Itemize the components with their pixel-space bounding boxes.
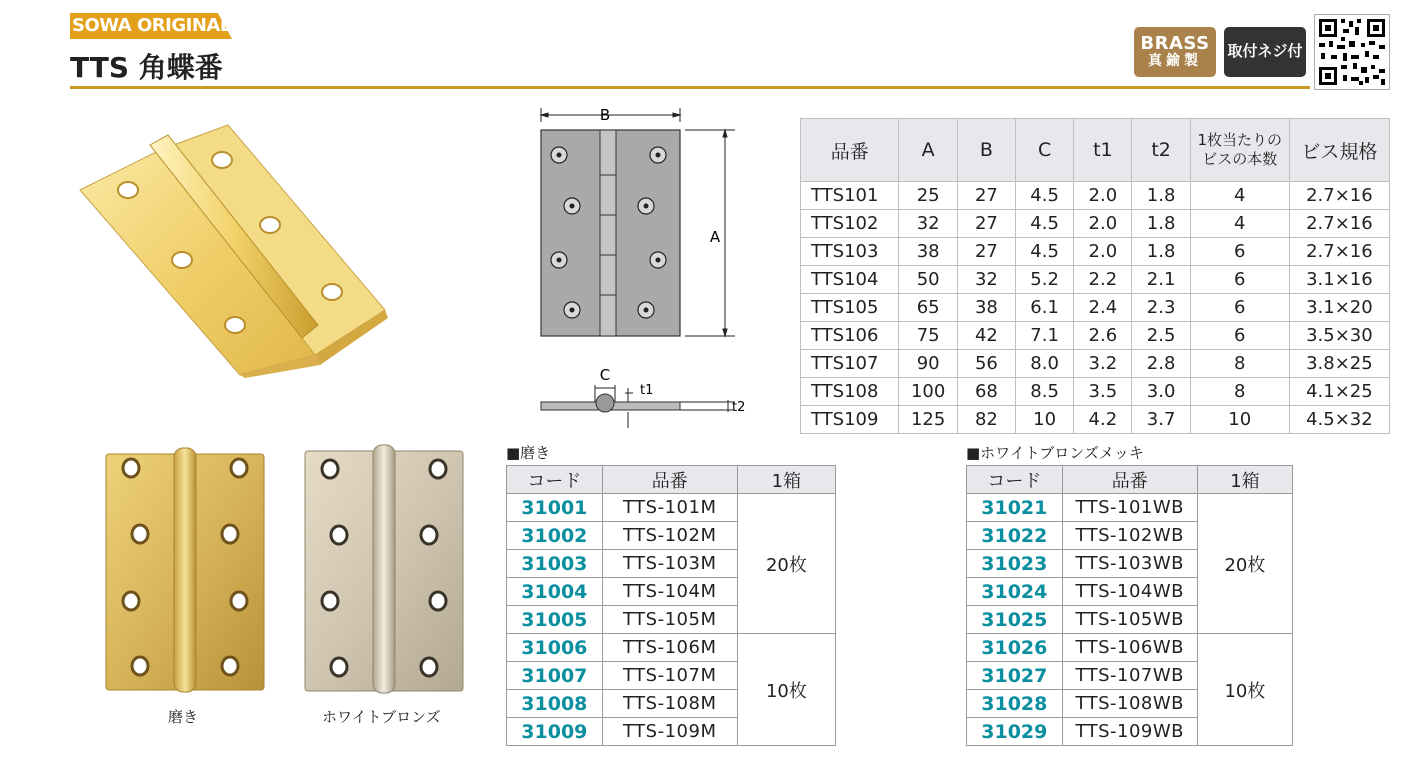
spec-cell: 2.4 (1074, 294, 1132, 322)
spec-cell: 3.5×30 (1289, 322, 1389, 350)
spec-cell: 4.5 (1015, 210, 1073, 238)
spec-cell: 3.1×20 (1289, 294, 1389, 322)
product-number: TTS-107WB (1062, 662, 1197, 690)
code-row (967, 634, 1293, 662)
spec-row (801, 238, 1390, 266)
spec-cell: 8.5 (1015, 378, 1073, 406)
spec-header-a: A (899, 119, 957, 182)
product-number: TTS-108WB (1062, 690, 1197, 718)
product-code: 31008 (507, 690, 603, 718)
dim-label-a: A (709, 228, 721, 246)
spec-cell: 6.1 (1015, 294, 1073, 322)
spec-cell: 25 (899, 182, 957, 210)
spec-cell: 10 (1015, 406, 1073, 434)
product-code: 31029 (967, 718, 1063, 746)
hinge-photo-polished (104, 446, 266, 694)
spec-cell: 75 (899, 322, 957, 350)
page-title: TTS 角蝶番 (70, 51, 223, 84)
spec-cell: 2.3 (1132, 294, 1190, 322)
spec-cell: 2.7×16 (1289, 238, 1389, 266)
spec-cell: 6 (1190, 266, 1289, 294)
spec-cell: 2.5 (1132, 322, 1190, 350)
box-quantity: 10枚 (1197, 634, 1292, 746)
product-number: TTS-105WB (1062, 606, 1197, 634)
hinge-photo-white-bronze (303, 443, 465, 695)
white-bronze-header-code: コード (967, 466, 1063, 494)
product-code: 31026 (967, 634, 1063, 662)
spec-cell: 2.1 (1132, 266, 1190, 294)
product-code: 31021 (967, 494, 1063, 522)
spec-cell: 2.0 (1074, 238, 1132, 266)
product-number: TTS-104M (602, 578, 737, 606)
spec-cell: 3.8×25 (1289, 350, 1389, 378)
product-number: TTS-101M (602, 494, 737, 522)
polished-header-row (507, 466, 836, 494)
spec-cell: TTS105 (801, 294, 899, 322)
product-number: TTS-106WB (1062, 634, 1197, 662)
white-bronze-header-qty: 1箱 (1197, 466, 1292, 494)
product-number: TTS-107M (602, 662, 737, 690)
spec-cell: 125 (899, 406, 957, 434)
brass-badge (1134, 27, 1216, 77)
spec-cell: 27 (957, 210, 1015, 238)
product-number: TTS-103WB (1062, 550, 1197, 578)
white-bronze-header-row (967, 466, 1293, 494)
spec-cell: 50 (899, 266, 957, 294)
spec-cell: 10 (1190, 406, 1289, 434)
spec-cell: TTS108 (801, 378, 899, 406)
dim-label-t2: t2 (732, 400, 746, 415)
spec-header-screw-spec: ビス規格 (1289, 119, 1389, 182)
product-number: TTS-105M (602, 606, 737, 634)
product-code: 31007 (507, 662, 603, 690)
product-code: 31023 (967, 550, 1063, 578)
spec-cell: 2.2 (1074, 266, 1132, 294)
spec-cell: 3.0 (1132, 378, 1190, 406)
product-number: TTS-108M (602, 690, 737, 718)
product-number: TTS-106M (602, 634, 737, 662)
product-number: TTS-109M (602, 718, 737, 746)
dim-label-b: B (599, 106, 611, 124)
spec-cell: 4 (1190, 210, 1289, 238)
spec-cell: 4.5×32 (1289, 406, 1389, 434)
spec-header-pn: 品番 (801, 119, 899, 182)
product-code: 31003 (507, 550, 603, 578)
spec-cell: 65 (899, 294, 957, 322)
white-bronze-section-label: ■ホワイトブロンズメッキ (966, 444, 1144, 462)
spec-cell: TTS103 (801, 238, 899, 266)
spec-cell: 2.7×16 (1289, 182, 1389, 210)
spec-header-screw-count: 1枚当たりの ビスの本数 (1190, 119, 1289, 182)
box-quantity: 20枚 (737, 494, 835, 634)
screw-included-badge: 取付ネジ付 (1224, 27, 1306, 77)
white-bronze-code-table (966, 465, 1293, 746)
spec-cell: 5.2 (1015, 266, 1073, 294)
spec-cell: 3.2 (1074, 350, 1132, 378)
spec-row (801, 406, 1390, 434)
spec-cell: 42 (957, 322, 1015, 350)
spec-row (801, 322, 1390, 350)
hinge-dimension-diagram (530, 100, 760, 430)
polished-header-code: コード (507, 466, 603, 494)
product-code: 31006 (507, 634, 603, 662)
polished-body (507, 494, 836, 746)
white-bronze-body (967, 494, 1293, 746)
spec-table (800, 118, 1390, 434)
spec-cell: 1.8 (1132, 210, 1190, 238)
spec-cell: 90 (899, 350, 957, 378)
caption-white-bronze: ホワイトブロンズ (322, 708, 441, 726)
spec-cell: 3.5 (1074, 378, 1132, 406)
spec-cell: 6 (1190, 238, 1289, 266)
spec-header-c: C (1015, 119, 1073, 182)
polished-header-qty: 1箱 (737, 466, 835, 494)
spec-header-b: B (957, 119, 1015, 182)
spec-cell: 6 (1190, 294, 1289, 322)
product-code: 31005 (507, 606, 603, 634)
product-code: 31001 (507, 494, 603, 522)
spec-row (801, 266, 1390, 294)
product-number: TTS-103M (602, 550, 737, 578)
code-row (507, 634, 836, 662)
box-quantity: 10枚 (737, 634, 835, 746)
spec-cell: 32 (899, 210, 957, 238)
product-number: TTS-102WB (1062, 522, 1197, 550)
box-quantity: 20枚 (1197, 494, 1292, 634)
dim-label-t1: t1 (640, 383, 654, 398)
spec-cell: 2.6 (1074, 322, 1132, 350)
brass-badge-top: BRASS (1140, 33, 1210, 55)
spec-cell: 3.7 (1132, 406, 1190, 434)
spec-cell: 38 (899, 238, 957, 266)
qr-code-icon[interactable] (1314, 14, 1390, 90)
spec-cell: 4.2 (1074, 406, 1132, 434)
spec-cell: 2.8 (1132, 350, 1190, 378)
product-code: 31027 (967, 662, 1063, 690)
product-number: TTS-109WB (1062, 718, 1197, 746)
polished-header-pn: 品番 (602, 466, 737, 494)
title-divider (70, 86, 1310, 89)
spec-cell: 68 (957, 378, 1015, 406)
spec-cell: 38 (957, 294, 1015, 322)
hinge-photo-angled (70, 120, 400, 380)
product-code: 31025 (967, 606, 1063, 634)
spec-cell: 4.1×25 (1289, 378, 1389, 406)
spec-header-t1: t1 (1074, 119, 1132, 182)
spec-row (801, 350, 1390, 378)
polished-code-table (506, 465, 836, 746)
spec-cell: TTS109 (801, 406, 899, 434)
caption-polished: 磨き (168, 708, 199, 726)
spec-cell: 82 (957, 406, 1015, 434)
code-row (967, 494, 1293, 522)
spec-cell: 1.8 (1132, 238, 1190, 266)
spec-header-row (801, 119, 1390, 182)
spec-row (801, 378, 1390, 406)
spec-cell: 2.0 (1074, 210, 1132, 238)
white-bronze-header-pn: 品番 (1062, 466, 1197, 494)
product-code: 31002 (507, 522, 603, 550)
product-code: 31022 (967, 522, 1063, 550)
spec-header-t2: t2 (1132, 119, 1190, 182)
polished-section-label: ■磨き (506, 444, 551, 462)
spec-row (801, 210, 1390, 238)
spec-cell: 8.0 (1015, 350, 1073, 378)
spec-cell: 100 (899, 378, 957, 406)
spec-cell: 2.0 (1074, 182, 1132, 210)
spec-cell: 2.7×16 (1289, 210, 1389, 238)
spec-body (801, 182, 1390, 434)
spec-row (801, 182, 1390, 210)
product-number: TTS-104WB (1062, 578, 1197, 606)
spec-cell: 8 (1190, 378, 1289, 406)
product-number: TTS-102M (602, 522, 737, 550)
spec-cell: 4.5 (1015, 238, 1073, 266)
spec-cell: 4.5 (1015, 182, 1073, 210)
spec-cell: 32 (957, 266, 1015, 294)
product-code: 31009 (507, 718, 603, 746)
code-row (507, 494, 836, 522)
spec-cell: TTS106 (801, 322, 899, 350)
product-code: 31024 (967, 578, 1063, 606)
spec-cell: TTS107 (801, 350, 899, 378)
spec-cell: 27 (957, 182, 1015, 210)
spec-cell: 56 (957, 350, 1015, 378)
spec-cell: 1.8 (1132, 182, 1190, 210)
brass-badge-bottom: 真鍮製 (1148, 53, 1202, 70)
spec-cell: TTS102 (801, 210, 899, 238)
product-code: 31004 (507, 578, 603, 606)
dim-label-c: C (599, 366, 611, 384)
brand-label: SOWA ORIGINAL (72, 15, 231, 36)
spec-cell: 6 (1190, 322, 1289, 350)
spec-cell: 7.1 (1015, 322, 1073, 350)
spec-cell: 4 (1190, 182, 1289, 210)
spec-cell: TTS104 (801, 266, 899, 294)
spec-cell: 8 (1190, 350, 1289, 378)
spec-cell: 3.1×16 (1289, 266, 1389, 294)
spec-cell: TTS101 (801, 182, 899, 210)
product-number: TTS-101WB (1062, 494, 1197, 522)
spec-row (801, 294, 1390, 322)
product-code: 31028 (967, 690, 1063, 718)
spec-cell: 27 (957, 238, 1015, 266)
